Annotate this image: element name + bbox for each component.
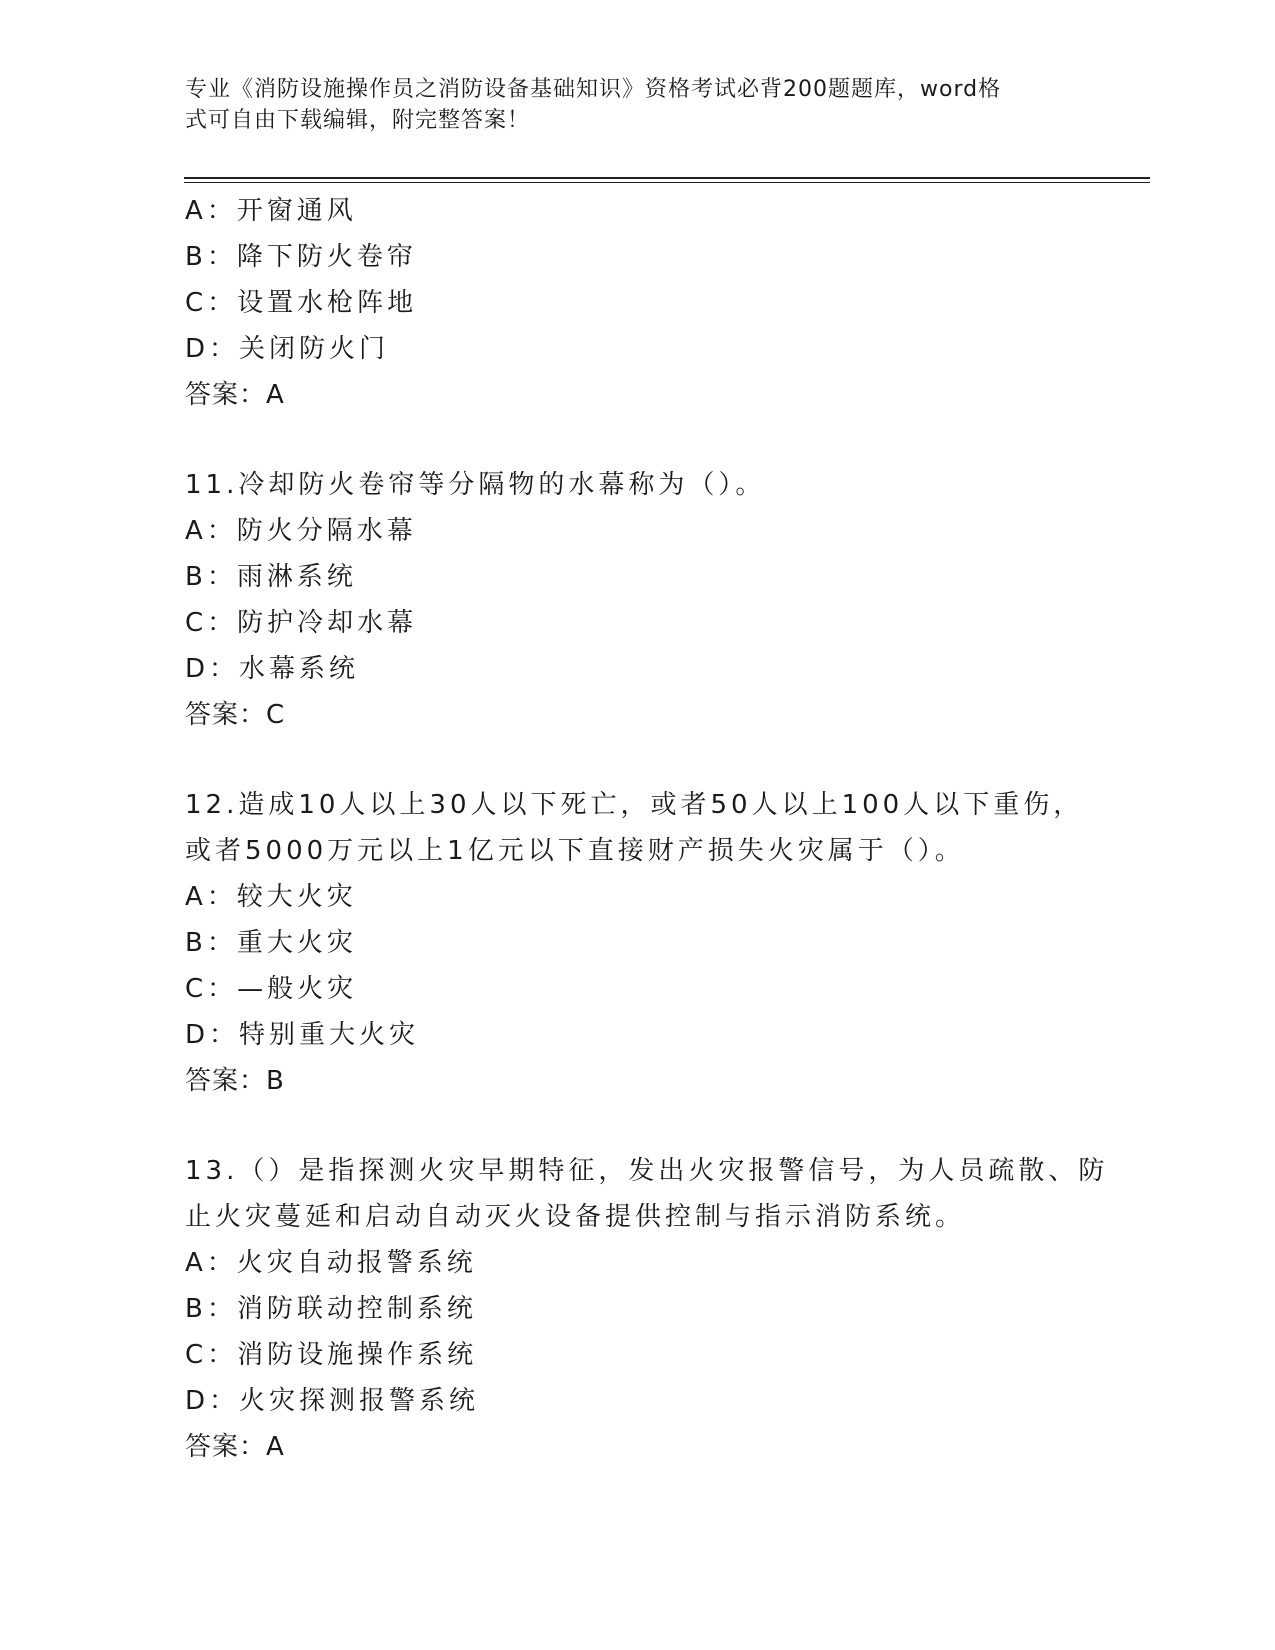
option-d: D：水幕系统 [185, 654, 360, 684]
option-c: C：—般火灾 [185, 974, 358, 1004]
question-block-12 [185, 782, 1085, 1104]
option-c: C：设置水枪阵地 [185, 288, 418, 318]
question-block-10 [185, 188, 1085, 418]
question-text: 11.冷却防火卷帘等分隔物的水幕称为（）。 [185, 470, 766, 500]
question-text: 13.（）是指探测火灾早期特征，发出火灾报警信号，为人员疏散、防 [185, 1156, 1109, 1186]
option-b: B：雨淋系统 [185, 562, 357, 592]
header-line-2: 式可自由下载编辑，附完整答案！ [185, 108, 531, 133]
header-divider [184, 177, 1150, 179]
option-a: A：开窗通风 [185, 196, 357, 226]
question-list [185, 188, 1109, 1470]
question-text-continued: 或者5000万元以上1亿元以下直接财产损失火灾属于（）。 [185, 836, 965, 866]
header-line-1: 专业《消防设施操作员之消防设备基础知识》资格考试必背200题题库，word格 [185, 77, 1002, 102]
answer-line: 答案：B [185, 1066, 285, 1096]
option-c: C：防护冷却水幕 [185, 608, 418, 638]
question-text-continued: 止火灾蔓延和启动自动灭火设备提供控制与指示消防系统。 [185, 1202, 966, 1232]
answer-line: 答案：A [185, 1432, 285, 1462]
option-a: A：火灾自动报警系统 [185, 1248, 477, 1278]
option-a: A：防火分隔水幕 [185, 516, 417, 546]
option-d: D：特别重大火灾 [185, 1020, 420, 1050]
option-d: D：关闭防火门 [185, 334, 390, 364]
option-b: B：降下防火卷帘 [185, 242, 417, 272]
option-c: C：消防设施操作系统 [185, 1340, 478, 1370]
option-d: D：火灾探测报警系统 [185, 1386, 480, 1416]
header-divider-thin [184, 182, 1150, 183]
question-block-11 [185, 462, 1085, 738]
answer-line: 答案：A [185, 380, 285, 410]
question-text: 12.造成10人以上30人以下死亡，或者50人以上100人以下重伤， [185, 790, 1084, 820]
document-header [185, 74, 1065, 136]
option-b: B：消防联动控制系统 [185, 1294, 477, 1324]
option-a: A：较大火灾 [185, 882, 357, 912]
answer-line: 答案：C [185, 700, 286, 730]
question-block-13 [185, 1148, 1109, 1470]
option-b: B：重大火灾 [185, 928, 357, 958]
